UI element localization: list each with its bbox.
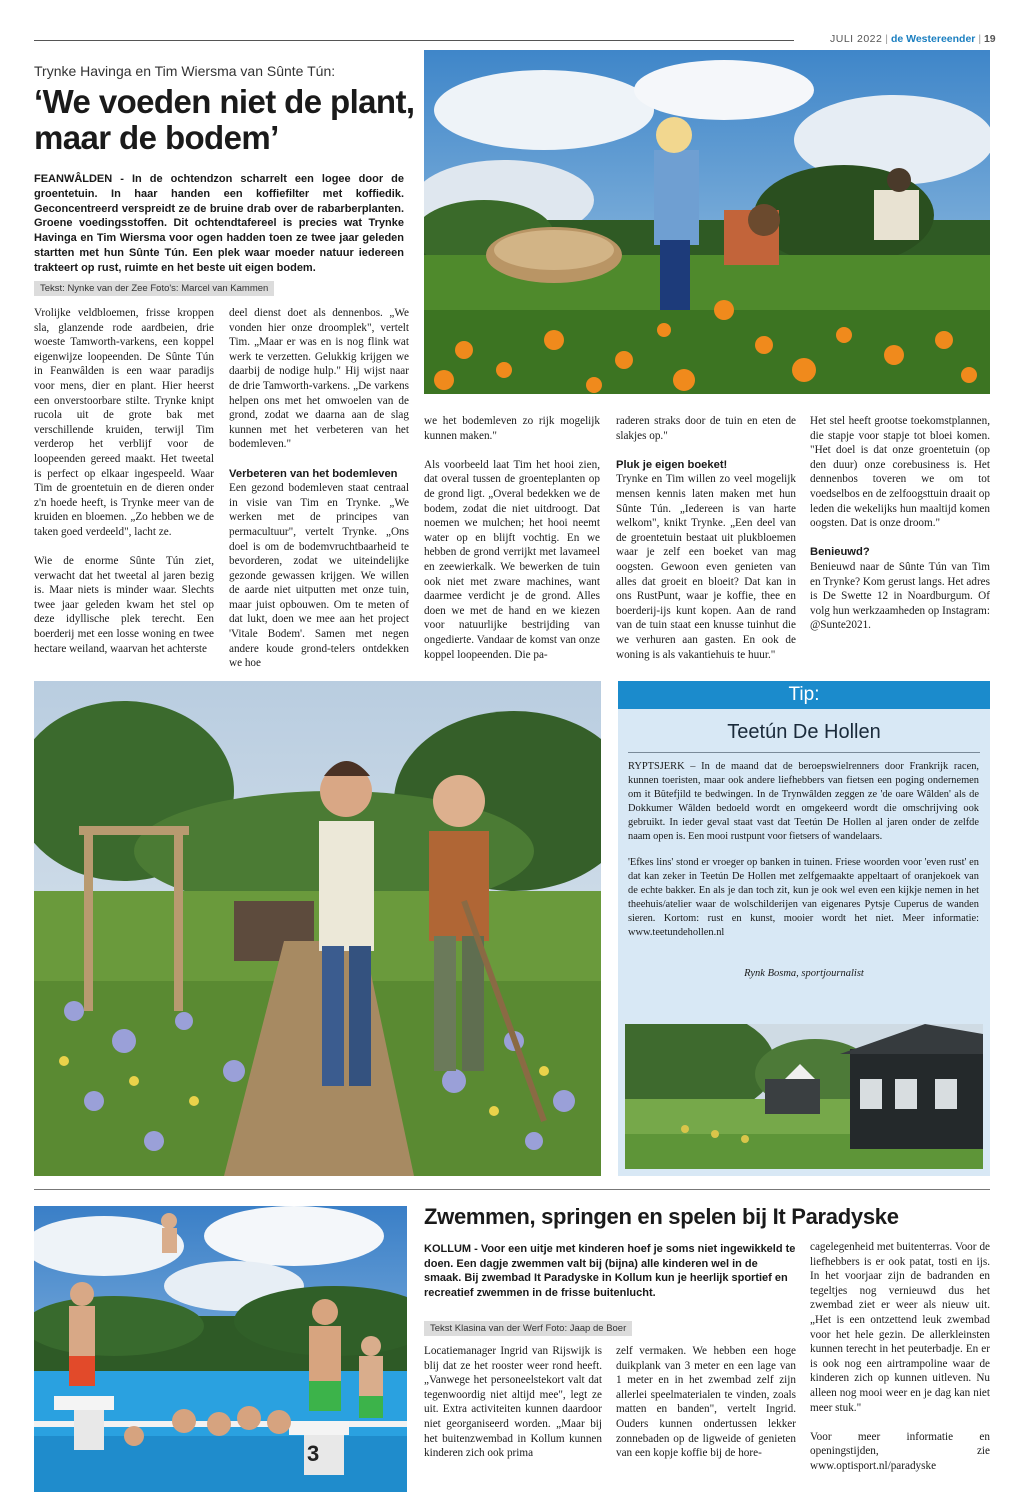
article2-column-3 [810, 1240, 990, 1488]
article1-subheading-benieuwd: Benieuwd? [810, 546, 870, 559]
headline-line-1: ‘We voeden niet de plant, [34, 83, 415, 120]
article2-col1-paragraph: Locatiemanager Ingrid van Rijswijk is blij dat ze het rooster weer rond heeft. „Vanwege het personeelstekort valt dat tegenwoordig niet altijd mee", legt ze uit. Extra activiteiten kunnen daardoor niet georganiseerd worden. „Maar bij het buitenzwembad in Kollum kunnen kinderen zich ook prima [424, 1345, 602, 1460]
header-paper: de Westereender [890, 33, 976, 45]
article1-col3-paragraph-2: Als voorbeeld laat Tim het hooi zien, dat overal tussen de groenteplanten op de grond ligt. „Overal bedekken we de bodem, zodat die niet uitdroogt. Dat noemen we mulchen; het hooi neemt water op en blijft vochtig. En we hebben de grond verrijkt met lavameel en zeewierkalk. We bewerken de tuin ook niet met zware machines, want daarmee verdicht je de grond. Alles doen we met de hand en we kiezen voor natuurlijke bestrijding van ongedierte. Vandaar de komst van onze koppel loopeenden. Die pa- [424, 458, 600, 661]
article1-column-4 [616, 414, 796, 677]
article1-column-1 [34, 306, 214, 671]
article1-credit-text: Tekst: Nynke van der Zee Foto's: Marcel van Kammen [34, 281, 274, 296]
article1-column-2 [229, 306, 409, 685]
tip-box [618, 681, 990, 1176]
article2-lead-text: KOLLUM - Voor een uitje met kinderen hoef je soms niet ingewikkeld te doen. Een dagje zwemmen valt bij (bijna) alle kinderen wel in de smaak. Bij zwembad It Paradyske in Kollum kun je heerlijk sportief en recreatief zwemmen in de frisse buitenlucht. [424, 1243, 796, 1299]
article2-headline: Zwemmen, springen en spelen bij It Paradyske [424, 1204, 899, 1229]
article1-col5-paragraph-2: Benieuwd naar de Sûnte Tún van Tim en Trynke? Kom gerust langs. Het adres is De Swette 12 in Noardburgum. Of volg hun werkzaamheden op Instagram: @Sunte2021. [810, 560, 990, 632]
article1-subheading-boeket: Pluk je eigen boeket! [616, 458, 728, 471]
article1-kicker: Trynke Havinga en Tim Wiersma van Sûnte Tún: [34, 63, 336, 79]
article1-col5-paragraph-1: Het stel heeft grootse toekomstplannen, die stapje voor stapje tot bloei komen. "Het doel is dat onze groentetuin (op den duur) onze corebusiness is. Het dennenbos toveren we om tot voedselbos en de zelfoogsttuin draait op leden die wekelijks hun maaltijd komen oogsten. Dat is onze droom." [810, 415, 990, 530]
article1-col3-paragraph-1: we het bodemleven zo rijk mogelijk kunnen maken." [424, 415, 600, 442]
tip-divider [628, 752, 980, 753]
article2-credit-text: Tekst Klasina van der Werf Foto: Jaap de Boer [424, 1321, 632, 1336]
article1-credit [34, 278, 274, 296]
article2-column-2 [616, 1344, 796, 1475]
tip-title: Teetún De Hollen [727, 721, 881, 743]
article1-lead [34, 172, 404, 276]
article1-lead-text: FEANWÂLDEN - In de ochtendzon scharrelt een logee door de groentetuin. In haar handen een koffiefilter met koffiedik. Geconcentreerd verspreidt ze de bruine drab over de rabarberplanten. Groene voedingsstoffen. Dit ochtendtafereel is precies wat Trynke Havinga en Tim Wiersma voor ogen hadden toen ze twee jaar geleden startten met hun Sûnte Tún. Een plek waar moeder natuur iedereen trakteert op rust, ruimte en het beste uit eigen bodem. [34, 173, 404, 274]
header-rule [34, 40, 794, 41]
swimming-pool-photo [34, 1206, 407, 1492]
article1-col2-paragraph-1: deel dienst doet als dennenbos. „We vonden hier onze droomplek", vertelt Tim. „Maar er was en is nog flink wat werk te verzetten. Gelukkig krijgen we daarbij de nodige hulp." Hij wijst naar de drie Tamworth-varkens. „De varkens helpen ons met het omwoelen van de grond, zodat we daarna aan de slag kunnen met het verbeteren van het bodemleven." [229, 307, 409, 451]
garden-photo-children [424, 50, 990, 394]
teahouse-photo [625, 1024, 983, 1169]
tip-body [628, 760, 979, 940]
header-date: JULI 2022 [830, 33, 883, 45]
article2-column-1 [424, 1344, 602, 1475]
article1-col2-paragraph-2: Een gezond bodemleven staat centraal in visie van Tim en Trynke. „We werken met de principes van permacultuur", vertelt Trynke. „Ons doel is om de bodemvruchtbaarheid te bevorderen, zodat we uiteindelijke gezonde gewassen krijgen. We willen de aarde niet uitputten met onze tuin, maar juist opbouwen. Om te meten of dat lukt, doen we mee aan het project 'Vitale Bodem'. Samen met negen andere koude grond-telers ontdekken we hoe [229, 482, 409, 670]
article1-column-5 [810, 414, 990, 648]
article1-col4-paragraph-1: raderen straks door de tuin en eten de slakjes op." [616, 415, 796, 442]
article1-subheading-bodemleven: Verbeteren van het bodemleven [229, 467, 398, 480]
article2-col2-paragraph: zelf vermaken. We hebben een hoge duikplank van 3 meter en een lage van 1 meter en in het zwembad zelf zijn allerlei speelmaterialen te vinden, zoals matten en banden", vertelt Ingrid. Ouders kunnen ondertussen lekker zonnebaden op de ligweide of genieten van een kopje koffie bij de hore- [616, 1345, 796, 1460]
tip-author: Rynk Bosma, sportjournalist [744, 968, 864, 979]
article2-col3-paragraph-1: cagelegenheid met buitenterras. Voor de liefhebbers is er ook patat, tosti en ijs. In het voorjaar zijn de badranden en tegeltjes nog vernieuwd dus het zwembad ziet er weer als nieuw uit. „Het is een ontzettend leuk zwembad voor het hele gezin. De allerkleinsten kunnen terecht in het peuterbadje. En er is ook nog een airtrampoline waar de kinderen zich op kunnen uitleven. Nu alleen nog mooi weer en je dag kan niet meer stuk." [810, 1241, 990, 1414]
article1-headline [34, 84, 424, 156]
section-rule [34, 1189, 990, 1190]
tip-paragraph-2: 'Efkes lins' stond er vroeger op banken in tuinen. Friese woorden voor 'even rust' en dat kan zeker in Teetún De Hollen met zelfgemaakte appeltaart of oranjekoek van de echte bakker. En als je dan toch zit, kun je ook wel even een kijkje nemen in het theehuis/atelier waar de wolschilderijen van eigenares Pytsje Cuperus de wanden sieren. Kortom: rust en kunst, mooier wordt het niet. Meer informatie: www.teetundehollen.nl [628, 857, 979, 938]
page-header: JULI 2022 | de Westereender | 19 [830, 33, 996, 45]
article2-col3-paragraph-2: Voor meer informatie en openingstijden, zie www.optisport.nl/paradyske [810, 1430, 990, 1472]
garden-photo-couple [34, 681, 601, 1176]
tip-label: Tip: [618, 681, 990, 709]
article1-col4-paragraph-2: Trynke en Tim willen zo veel mogelijk mensen kennis laten maken met hun Sûnte Tún. „Iedereen is van harte welkom", knikt Trynke. „Een deel van de groentetuin bestaat uit plukbloemen waar je zelf een boeket van mag oogsten. Gewoon even genieten van alles dat groeit en bloeit? Dat kan in ons RustPunt, waar je koffie, thee en boerderij-ijs kunt kopen. Aan de rand van de tuin staat een knusse tuinhut die we verhuren aan gasten. En ook de woning is als vakantiehuis te huur." [616, 473, 796, 661]
starting-block-number: 3 [307, 1441, 320, 1466]
article2-lead [424, 1242, 796, 1300]
article2-credit [424, 1318, 632, 1336]
article1-column-3 [424, 414, 600, 677]
tip-paragraph-1: RYPTSJERK – In de maand dat de beroepswielrenners door Frankrijk racen, kunnen toeristen, maar ook andere liefhebbers van fietsen een poging ondernemen om it Bûtefjild te bedwingen. In de Trynwâlden zeggen ze 'de oare Wâlden' als de Dokkumer Wâlden bedoeld wordt en omgekeerd wordt die omschrijving ook gebruikt. In ieder geval staat vast dat Teetún De Hollen al jaren onder de zelfde naam open is. Een mooi rustpunt voor fietsers of wandelaars. [628, 761, 979, 842]
article1-col1-paragraph-2: Wie de enorme Sûnte Tún ziet, verwacht dat het tweetal al jaren bezig is. Maar niets is minder waar. Slechts twee jaar geleden kwam het stel op deze idyllische plek terecht. Een boerderij met een losse woning en twee hectare weiland, waarvan het achterste [34, 555, 214, 655]
headline-line-2: maar de bodem’ [34, 119, 279, 156]
article1-col1-paragraph-1: Vrolijke veldbloemen, frisse kroppen sla, glanzende rode aardbeien, drie woeste Tamworth-varkens, een koppel eigenwijze loopeenden. De Sûnte Tún in Feanwâlden is een waar paradijs voor mens, dier en plant. Hier heerst een onverstoorbare stilte. Trynke knipt rucola uit de grote bak met verschillende kruiden, terwijl Tim verderop het verblijf voor de loopeenden gereed maakt. Het tweetal is perfect op elkaar ingespeeld. Waar Tim de groentetuin en de dieren onder z'n hoede heeft, is Trynke meer van de kruiden en bloemen. „Zo hebben we de taken goed verdeeld", lacht ze. [34, 307, 214, 538]
header-page-number: 19 [983, 33, 996, 45]
